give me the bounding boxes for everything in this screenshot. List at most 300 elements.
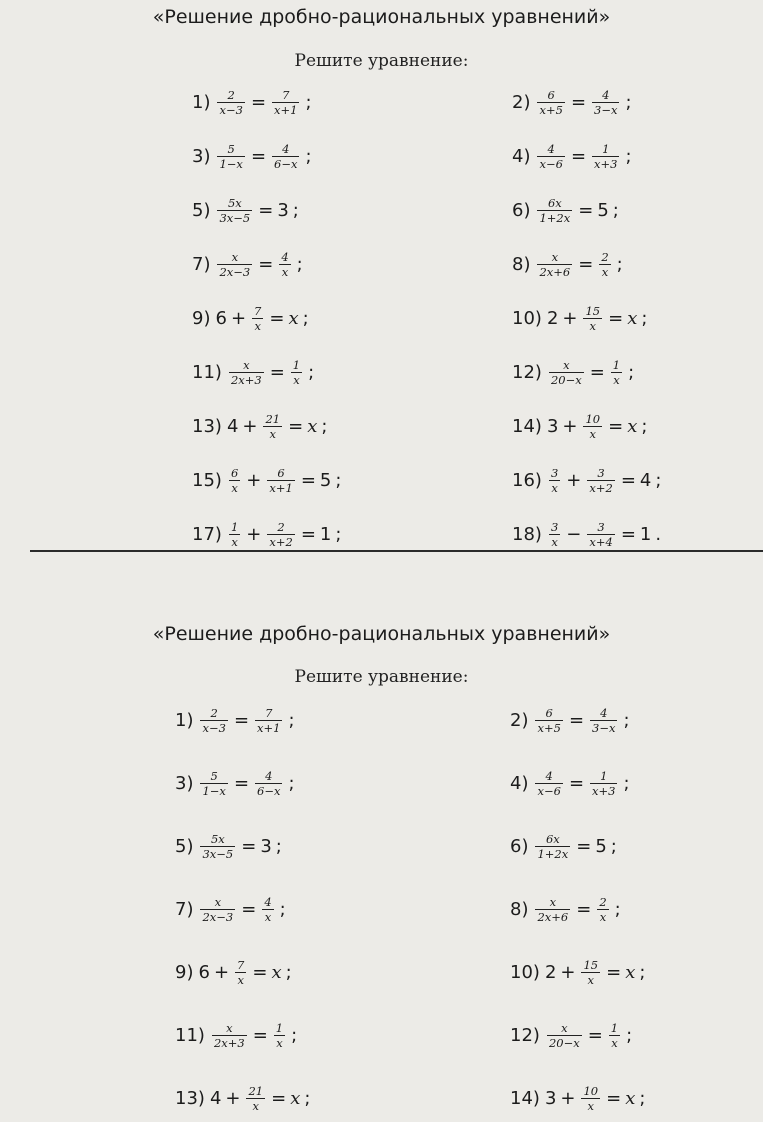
numerator: x	[561, 1020, 568, 1035]
equation-terminator: ;	[305, 91, 312, 113]
numerator: 10	[583, 1083, 599, 1098]
fraction	[583, 412, 602, 441]
equation	[510, 885, 621, 933]
constant: 4	[639, 469, 652, 491]
equation-terminator: ;	[639, 961, 646, 983]
equation-terminator: ;	[610, 835, 617, 857]
numerator: 6x	[545, 831, 560, 846]
constant: 6	[198, 961, 210, 983]
operator: =	[620, 469, 636, 491]
numerator: 4	[545, 768, 553, 783]
numerator: 3	[597, 465, 605, 480]
fraction	[274, 1021, 285, 1050]
equation	[192, 186, 299, 234]
operator: +	[242, 415, 258, 437]
equation-terminator: ;	[655, 469, 662, 491]
constant: 3	[260, 835, 272, 857]
fraction	[272, 142, 299, 171]
denominator: x	[269, 426, 277, 441]
equation	[512, 132, 632, 180]
operator: =	[570, 91, 587, 113]
fraction	[246, 1084, 265, 1113]
constant: 3	[544, 1087, 557, 1109]
equation-number: 11)	[175, 1024, 205, 1046]
denominator: 6−x	[274, 156, 298, 171]
operator: =	[576, 898, 592, 920]
equation-number: 15)	[192, 469, 222, 491]
fraction	[581, 958, 600, 987]
fraction	[535, 769, 562, 798]
variable: x	[625, 961, 636, 983]
numerator: x	[563, 357, 570, 372]
operator: =	[576, 835, 592, 857]
equation-number: 8)	[512, 253, 531, 275]
operator: +	[562, 415, 578, 437]
equation-terminator: ;	[612, 199, 619, 221]
denominator: x	[231, 480, 238, 495]
equation	[175, 1074, 310, 1122]
equation	[192, 402, 327, 450]
fraction	[217, 142, 244, 171]
denominator: 6−x	[257, 783, 281, 798]
numerator: 4	[282, 141, 290, 156]
equation	[510, 948, 645, 996]
denominator: 1+2x	[539, 210, 571, 225]
equation-number: 6)	[510, 835, 529, 857]
equation-terminator: ;	[291, 1024, 298, 1046]
equation-terminator: ;	[639, 1087, 646, 1109]
denominator: x	[252, 1098, 260, 1113]
equation-number: 12)	[512, 361, 542, 383]
worksheet-subtitle: Решите уравнение:	[294, 51, 469, 71]
numerator: 6x	[547, 195, 562, 210]
operator: =	[589, 361, 605, 383]
denominator: x−6	[539, 156, 563, 171]
equation	[512, 402, 647, 450]
numerator: 7	[265, 705, 273, 720]
section-divider	[30, 550, 763, 552]
worksheet-title: «Решение дробно-рациональных уравнений»	[152, 6, 611, 28]
numerator: 5	[227, 141, 235, 156]
denominator: x+5	[537, 720, 561, 735]
operator: =	[568, 772, 585, 794]
fraction	[537, 88, 564, 117]
equation-terminator: .	[655, 523, 662, 545]
variable: x	[288, 307, 299, 329]
equation-number: 5)	[192, 199, 211, 221]
variable: x	[290, 1087, 301, 1109]
denominator: x	[276, 1035, 283, 1050]
fraction	[267, 520, 294, 549]
variable: x	[627, 415, 638, 437]
fraction	[583, 304, 602, 333]
fraction	[217, 196, 252, 225]
operator: =	[269, 361, 285, 383]
fraction	[212, 1021, 247, 1050]
operator: =	[587, 1024, 603, 1046]
equation-number: 7)	[192, 253, 211, 275]
fraction	[549, 466, 560, 495]
operator: =	[578, 253, 594, 275]
constant: 1	[319, 523, 332, 545]
equation-number: 11)	[192, 361, 222, 383]
operator: =	[300, 523, 316, 545]
numerator: 4	[264, 894, 272, 909]
fraction	[611, 358, 622, 387]
constant: 5	[595, 835, 607, 857]
equation-terminator: ;	[288, 709, 295, 731]
operator: =	[300, 469, 316, 491]
equation-number: 2)	[512, 91, 531, 113]
numerator: 2	[227, 87, 235, 102]
equation-number: 13)	[175, 1087, 205, 1109]
denominator: x	[589, 426, 597, 441]
fraction	[279, 250, 290, 279]
equation-number: 8)	[510, 898, 529, 920]
equation	[512, 348, 634, 396]
fraction	[549, 520, 560, 549]
fraction	[235, 958, 246, 987]
fraction	[547, 1021, 582, 1050]
denominator: x+3	[592, 783, 616, 798]
equation-number: 17)	[192, 523, 222, 545]
equation-number: 16)	[512, 469, 542, 491]
equation-number: 5)	[175, 835, 194, 857]
equation	[192, 240, 303, 288]
operator: +	[213, 961, 230, 983]
equation-terminator: ;	[628, 361, 635, 383]
equation-terminator: ;	[623, 709, 630, 731]
denominator: 3x−5	[202, 846, 234, 861]
equation-number: 6)	[512, 199, 531, 221]
equation-terminator: ;	[292, 199, 299, 221]
denominator: x	[237, 972, 244, 987]
fraction	[587, 520, 614, 549]
operator: =	[250, 145, 267, 167]
equation	[175, 696, 295, 744]
operator: +	[246, 469, 262, 491]
denominator: x−3	[202, 720, 226, 735]
fraction	[609, 1021, 620, 1050]
equation-number: 2)	[510, 709, 529, 731]
denominator: x+1	[274, 102, 298, 117]
constant: 4	[226, 415, 239, 437]
denominator: 2x+6	[539, 264, 571, 279]
fraction	[549, 358, 584, 387]
equation-number: 9)	[175, 961, 194, 983]
equation	[192, 456, 341, 504]
numerator: 1	[275, 1020, 284, 1035]
fraction	[217, 250, 252, 279]
denominator: 2x−3	[219, 264, 251, 279]
denominator: x	[587, 1098, 595, 1113]
fraction	[229, 358, 264, 387]
denominator: x	[551, 534, 558, 549]
equation-number: 10)	[510, 961, 540, 983]
worksheet-top	[0, 0, 763, 552]
numerator: 6	[545, 705, 553, 720]
denominator: x	[551, 480, 558, 495]
fraction	[267, 466, 294, 495]
denominator: x	[611, 1035, 618, 1050]
numerator: 3	[550, 519, 559, 534]
fraction	[592, 88, 619, 117]
denominator: x	[264, 909, 272, 924]
equation-terminator: ;	[275, 835, 282, 857]
constant: 3	[546, 415, 559, 437]
denominator: 1+2x	[537, 846, 569, 861]
fraction	[581, 1084, 600, 1113]
equation-terminator: ;	[304, 1087, 311, 1109]
fraction	[229, 520, 240, 549]
equation-terminator: ;	[335, 469, 342, 491]
constant: 1	[639, 523, 652, 545]
operator: =	[241, 835, 257, 857]
fraction	[535, 706, 562, 735]
fraction	[200, 895, 235, 924]
denominator: x+3	[594, 156, 618, 171]
fraction	[263, 412, 282, 441]
denominator: 20−x	[550, 372, 582, 387]
equation-terminator: ;	[308, 361, 315, 383]
numerator: 15	[585, 303, 601, 318]
denominator: x+5	[539, 102, 563, 117]
equation-number: 14)	[510, 1087, 540, 1109]
fraction	[587, 466, 614, 495]
fraction	[255, 706, 282, 735]
variable: x	[625, 1087, 636, 1109]
operator: =	[606, 961, 622, 983]
operator: =	[258, 253, 274, 275]
equation	[192, 348, 314, 396]
denominator: 3x−5	[219, 210, 251, 225]
numerator: 2	[601, 249, 609, 264]
equation-terminator: ;	[302, 307, 309, 329]
equation	[192, 294, 309, 342]
equation-number: 10)	[512, 307, 542, 329]
numerator: 2	[599, 894, 607, 909]
constant: 6	[215, 307, 227, 329]
equation-number: 3)	[192, 145, 211, 167]
equation-terminator: ;	[305, 145, 312, 167]
denominator: 2x+6	[537, 909, 569, 924]
numerator: 21	[265, 411, 281, 426]
fraction	[200, 769, 227, 798]
numerator: 1	[230, 519, 239, 534]
equation-number: 4)	[512, 145, 531, 167]
constant: 4	[209, 1087, 222, 1109]
numerator: 4	[265, 768, 273, 783]
worksheet-subtitle: Решите уравнение:	[294, 667, 469, 687]
denominator: 2x+3	[230, 372, 262, 387]
fraction	[592, 142, 619, 171]
denominator: x	[231, 534, 238, 549]
equation	[512, 78, 632, 126]
equation	[512, 294, 647, 342]
denominator: x	[587, 972, 595, 987]
denominator: x	[589, 318, 597, 333]
equation-number: 14)	[512, 415, 542, 437]
numerator: 1	[292, 357, 301, 372]
fraction	[599, 250, 610, 279]
fraction	[590, 706, 617, 735]
operator: =	[271, 1087, 287, 1109]
fraction	[535, 832, 570, 861]
operator: =	[620, 523, 636, 545]
denominator: x−6	[537, 783, 561, 798]
numerator: 1	[612, 357, 621, 372]
equation-terminator: ;	[616, 253, 623, 275]
fraction	[229, 466, 240, 495]
numerator: 4	[281, 249, 289, 264]
operator: =	[250, 91, 267, 113]
numerator: 6	[547, 87, 555, 102]
numerator: 2	[277, 519, 285, 534]
operator: =	[578, 199, 594, 221]
denominator: 3−x	[594, 102, 618, 117]
numerator: 15	[583, 957, 599, 972]
fraction	[291, 358, 302, 387]
denominator: 3−x	[592, 720, 616, 735]
equation-terminator: ;	[296, 253, 303, 275]
denominator: x+4	[589, 534, 613, 549]
variable: x	[307, 415, 318, 437]
equation-number: 1)	[175, 709, 194, 731]
denominator: x+1	[269, 480, 293, 495]
equation-terminator: ;	[335, 523, 342, 545]
fraction	[537, 250, 572, 279]
operator: +	[230, 307, 247, 329]
operator: =	[606, 1087, 622, 1109]
numerator: 21	[248, 1083, 264, 1098]
equation-terminator: ;	[321, 415, 328, 437]
operator: =	[252, 961, 268, 983]
numerator: 6	[230, 465, 239, 480]
equation	[510, 759, 630, 807]
equation	[192, 78, 312, 126]
denominator: x	[254, 318, 261, 333]
fraction	[537, 142, 564, 171]
fraction	[217, 88, 244, 117]
equation-number: 9)	[192, 307, 211, 329]
numerator: 1	[610, 1020, 619, 1035]
denominator: x	[599, 909, 607, 924]
numerator: x	[226, 1020, 233, 1035]
numerator: 1	[602, 141, 610, 156]
fraction	[597, 895, 608, 924]
variable: x	[271, 961, 282, 983]
operator: =	[568, 709, 585, 731]
equation-number: 3)	[175, 772, 194, 794]
fraction	[272, 88, 299, 117]
numerator: 2	[210, 705, 218, 720]
numerator: 7	[282, 87, 290, 102]
equation-terminator: ;	[626, 1024, 633, 1046]
worksheet-title: «Решение дробно-рациональных уравнений»	[152, 623, 611, 645]
equation-number: 7)	[175, 898, 194, 920]
equation	[512, 456, 661, 504]
denominator: x	[613, 372, 620, 387]
fraction	[200, 706, 227, 735]
equation	[510, 1074, 645, 1122]
equation-terminator: ;	[641, 307, 648, 329]
operator: =	[288, 415, 304, 437]
numerator: 7	[237, 957, 245, 972]
numerator: 3	[550, 465, 559, 480]
equation	[175, 822, 282, 870]
operator: =	[608, 307, 624, 329]
operator: +	[560, 961, 576, 983]
equation-number: 13)	[192, 415, 222, 437]
equation-number: 12)	[510, 1024, 540, 1046]
denominator: 20−x	[548, 1035, 580, 1050]
equation	[510, 822, 617, 870]
equation-terminator: ;	[279, 898, 286, 920]
operator: =	[570, 145, 587, 167]
numerator: x	[214, 894, 222, 909]
equation-number: 1)	[192, 91, 211, 113]
fraction	[590, 769, 617, 798]
equation	[512, 240, 623, 288]
numerator: 6	[277, 465, 285, 480]
constant: 2	[544, 961, 557, 983]
operator: =	[241, 898, 257, 920]
equation-number: 4)	[510, 772, 529, 794]
numerator: x	[551, 249, 559, 264]
denominator: x	[293, 372, 300, 387]
constant: 5	[597, 199, 609, 221]
equation	[192, 132, 312, 180]
equation	[175, 759, 295, 807]
operator: −	[566, 523, 582, 545]
denominator: 1−x	[219, 156, 243, 171]
equation	[175, 885, 286, 933]
numerator: 4	[602, 87, 610, 102]
operator: =	[269, 307, 285, 329]
equation-terminator: ;	[614, 898, 621, 920]
denominator: x	[281, 264, 289, 279]
equation-terminator: ;	[641, 415, 648, 437]
numerator: 1	[600, 768, 608, 783]
equation-terminator: ;	[623, 772, 630, 794]
operator: =	[258, 199, 274, 221]
fraction	[537, 196, 572, 225]
operator: =	[252, 1024, 268, 1046]
operator: +	[562, 307, 578, 329]
denominator: x+2	[589, 480, 613, 495]
numerator: 4	[547, 141, 555, 156]
numerator: x	[549, 894, 557, 909]
equation	[510, 1011, 632, 1059]
numerator: 4	[600, 705, 608, 720]
numerator: 5x	[227, 195, 242, 210]
equation-terminator: ;	[285, 961, 292, 983]
operator: +	[225, 1087, 241, 1109]
operator: =	[233, 772, 250, 794]
denominator: 1−x	[202, 783, 226, 798]
numerator: 10	[585, 411, 601, 426]
equation-terminator: ;	[625, 91, 632, 113]
equation-terminator: ;	[288, 772, 295, 794]
fraction	[262, 895, 273, 924]
operator: =	[608, 415, 624, 437]
equation-terminator: ;	[625, 145, 632, 167]
equation	[175, 1011, 297, 1059]
numerator: x	[243, 357, 250, 372]
fraction	[535, 895, 570, 924]
operator: +	[560, 1087, 576, 1109]
equation	[175, 948, 292, 996]
